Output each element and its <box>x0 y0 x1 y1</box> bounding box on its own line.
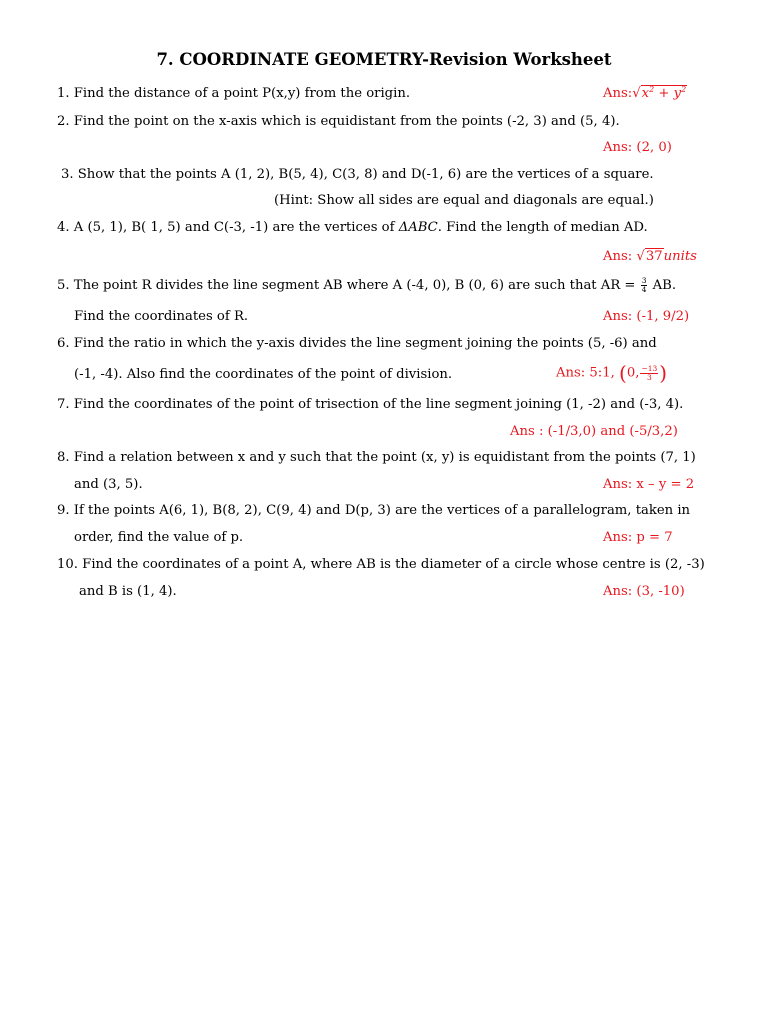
answer-4 <box>603 248 697 266</box>
answer-9: Ans: p = 7 <box>603 530 673 545</box>
question-4-text-a: 4. A (5, 1), B( 1, 5) and C(-3, -1) are the vertices of <box>57 220 399 235</box>
answer-4-sqrt: √37 <box>636 249 663 264</box>
answer-4-prefix: Ans: <box>603 249 637 264</box>
fraction-numerator: 3 <box>641 276 647 285</box>
question-1: 1. Find the distance of a point P(x,y) from the origin. <box>57 86 411 101</box>
question-9-continued: order, find the value of p. <box>74 530 244 545</box>
question-8-continued: and (3, 5). <box>74 477 143 492</box>
answer-6-denominator: 3 <box>646 372 652 382</box>
fraction-3-4 <box>641 277 648 294</box>
question-4 <box>57 219 648 237</box>
answer-7: Ans : (-1/3,0) and (-5/3,2) <box>510 424 678 439</box>
answer-1-exp-x: 2 <box>649 85 655 94</box>
answer-1-y: y <box>673 86 682 101</box>
question-3-hint: (Hint: Show all sides are equal and diagonals are equal.) <box>274 193 654 208</box>
answer-8: Ans: x – y = 2 <box>603 477 695 492</box>
answer-1-prefix: Ans: <box>603 86 633 101</box>
answer-6-open-paren: ( <box>619 361 627 385</box>
answer-1-sqrt: $√x^2 + y^2$ <box>632 85 687 101</box>
answer-6 <box>556 361 668 385</box>
answer-6-close-paren: ) <box>659 361 668 385</box>
question-6: 6. Find the ratio in which the y-axis divides the line segment joining the points (5, -6) and <box>57 336 657 351</box>
question-5 <box>57 277 676 295</box>
answer-4-radicand: 37 <box>645 249 663 264</box>
question-8: 8. Find a relation between x and y such that the point (x, y) is equidistant from the points (7, 1) <box>57 450 696 465</box>
answer-2: Ans: (2, 0) <box>603 140 672 155</box>
fraction-denominator: 4 <box>641 285 647 294</box>
answer-4-units: units <box>663 249 697 264</box>
answer-1 <box>603 85 687 103</box>
question-2: 2. Find the point on the x-axis which is equidistant from the points (-2, 3) and (5, 4). <box>57 114 620 129</box>
question-10-continued: and B is (1, 4). <box>79 584 177 599</box>
answer-6-numerator: −13 <box>641 363 658 373</box>
answer-1-exp-y: 2 <box>681 85 687 94</box>
answer-6-zero: 0, <box>626 365 640 381</box>
answer-1-x: x <box>641 86 650 101</box>
answer-10: Ans: (3, -10) <box>603 584 685 599</box>
triangle-abc: ΔABC <box>398 220 438 235</box>
question-5-continued: Find the coordinates of R. <box>74 309 249 324</box>
question-5-text-a: 5. The point R divides the line segment AB where A (-4, 0), B (0, 6) are such that AR = <box>57 278 640 293</box>
page-title: 7. COORDINATE GEOMETRY-Revision Worksheet <box>156 50 612 69</box>
question-10: 10. Find the coordinates of a point A, where AB is the diameter of a circle whose centre is (2, -3) <box>57 557 705 572</box>
question-9: 9. If the points A(6, 1), B(8, 2), C(9, 4) and D(p, 3) are the vertices of a parallelogram, taken in <box>57 503 691 518</box>
question-6-continued: (-1, -4). Also find the coordinates of the point of division. <box>74 367 453 382</box>
answer-1-plus: + <box>654 86 674 101</box>
answer-6-fraction <box>640 365 658 382</box>
question-5-text-b: AB. <box>648 278 677 293</box>
answer-6-prefix: Ans: 5:1, <box>556 365 620 381</box>
question-3: 3. Show that the points A (1, 2), B(5, 4), C(3, 8) and D(-1, 6) are the vertices of a square. <box>61 167 654 182</box>
answer-5: Ans: (-1, 9/2) <box>603 309 690 324</box>
question-7: 7. Find the coordinates of the point of trisection of the line segment joining (1, -2) and (-3, 4). <box>57 397 684 412</box>
question-4-text-b: . Find the length of median AD. <box>437 220 648 235</box>
